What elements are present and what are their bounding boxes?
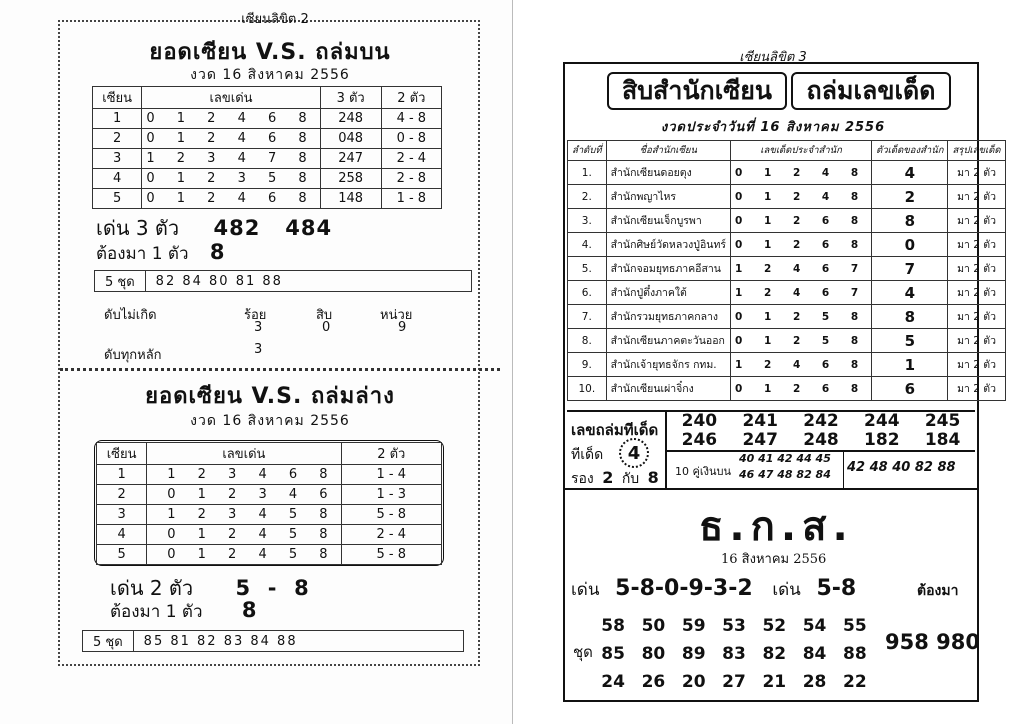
row-name: สำนักเซียนดอยตุง: [606, 161, 730, 185]
table-row: [568, 329, 1006, 353]
right-section-label: เซียนลิขิต 3: [739, 50, 807, 65]
kap-value: 8: [647, 468, 659, 487]
row-digits: 0 1 2 3 4 6: [147, 485, 341, 505]
table-row: [97, 525, 442, 545]
col-nuai: หน่วย: [380, 308, 413, 323]
rks-den-label: เด่น: [571, 580, 600, 600]
row-digits: 0 1 2 4 8: [731, 161, 872, 185]
chud-number: 27: [722, 672, 746, 692]
row-two: 2 - 4: [381, 149, 441, 169]
row-digits: 0 1 2 4 6 8: [142, 129, 320, 149]
col-sip: สิบ: [316, 308, 333, 323]
table-row: [93, 189, 442, 209]
chud-number: 28: [802, 672, 827, 692]
upper-set-values: 82 84 80 81 88: [155, 273, 283, 289]
hot-number: 184: [924, 430, 961, 450]
row-key: 1: [872, 353, 948, 377]
row-no: 5: [97, 545, 147, 565]
rks-tong-label: ต้องมา: [917, 583, 959, 599]
row-key: 5: [872, 329, 948, 353]
row-three: 048: [320, 129, 381, 149]
lower-den-value: 5 - 8: [235, 576, 310, 600]
row-no: 2: [97, 485, 147, 505]
row-sum: มา 2 ตัว: [948, 305, 1005, 329]
rong-line: [571, 468, 659, 490]
table-row: [568, 305, 1006, 329]
rks-den2-label: เด่น: [772, 580, 801, 600]
chud-number: 84: [802, 644, 827, 664]
row-no: 5.: [568, 257, 607, 281]
val-nuai: 9: [398, 320, 407, 335]
row-key: 2: [872, 185, 948, 209]
chud-number: 88: [843, 644, 867, 664]
upper-title: ยอดเซียน V.S. ถล่มบน: [149, 40, 391, 65]
chud-number: 22: [843, 672, 867, 692]
lower-th-digits: เลขเด่น: [147, 443, 341, 465]
row-name: สำนักรวมยุทธภาคกลาง: [606, 305, 730, 329]
dab-all-value: 3: [254, 342, 263, 357]
hot-number: 244: [864, 411, 900, 431]
rong-value: 2: [602, 468, 614, 487]
hot-divider-v: [665, 410, 667, 488]
chud-number: 59: [681, 616, 706, 636]
row-key: 7: [872, 257, 948, 281]
lower-th-two: 2 ตัว: [341, 443, 441, 465]
table-row: [97, 545, 442, 565]
th-digits: เลขเด็ดประจำสำนัก: [731, 141, 872, 161]
row-sum: มา 2 ตัว: [948, 329, 1005, 353]
row-name: สำนักพญาไหร: [606, 185, 730, 209]
row-two: 1 - 3: [341, 485, 441, 505]
chud-number: 53: [722, 616, 746, 636]
upper-th-digits: เลขเด่น: [142, 87, 320, 109]
row-two: 1 - 4: [341, 465, 441, 485]
row-two: 4 - 8: [381, 109, 441, 129]
th-key: ตัวเด็ดของสำนัก: [872, 141, 948, 161]
upper-th-two: 2 ตัว: [381, 87, 441, 109]
val-roi: 3: [254, 320, 263, 335]
pair-divider: [843, 450, 844, 488]
hot-number: 182: [864, 430, 900, 450]
upper-den-values: 482 484: [213, 216, 333, 240]
row-no: 2.: [568, 185, 607, 209]
row-no: 9.: [568, 353, 607, 377]
hot-numbers-grid: [669, 412, 973, 450]
upper-date: งวด 16 สิงหาคม 2556: [190, 67, 350, 83]
upper-th-sian: เซียน: [93, 87, 142, 109]
row-digits: 0 1 2 4 5 8: [147, 545, 341, 565]
row-three: 247: [320, 149, 381, 169]
row-no: 7.: [568, 305, 607, 329]
lower-set-label: 5 ชุด: [83, 631, 134, 651]
upper-tong-line: [96, 240, 226, 267]
upper-table: [92, 86, 442, 209]
row-sum: มา 2 ตัว: [948, 185, 1005, 209]
th-no: ลำดับที่: [568, 141, 607, 161]
rong-label: รอง: [571, 471, 594, 487]
val-sip: 0: [322, 320, 331, 335]
row-no: 4: [97, 525, 147, 545]
row-sum: มา 2 ตัว: [948, 377, 1005, 401]
row-digits: 0 1 2 5 8: [731, 305, 872, 329]
upper-set-label: 5 ชุด: [95, 271, 146, 291]
row-key: 6: [872, 377, 948, 401]
row-digits: 0 1 2 4 6 8: [142, 109, 320, 129]
chud-number: 52: [762, 616, 787, 636]
row-no: 8.: [568, 329, 607, 353]
row-name: สำนักเจ้ายุทธจักร กทม.: [606, 353, 730, 377]
row-no: 1.: [568, 161, 607, 185]
lower-set-values: 85 81 82 83 84 88: [143, 633, 298, 649]
table-row: [568, 161, 1006, 185]
table-row: [97, 465, 442, 485]
title-box-a: สิบสำนักเซียน: [607, 72, 787, 110]
upper-th-three: 3 ตัว: [320, 87, 381, 109]
chud-number: 55: [843, 616, 867, 636]
row-two: 5 - 8: [341, 505, 441, 525]
section-divider: [60, 368, 500, 371]
rks-den-line: [571, 576, 856, 603]
row-three: 258: [320, 169, 381, 189]
row-three: 248: [320, 109, 381, 129]
row-no: 6.: [568, 281, 607, 305]
table-row: [93, 129, 442, 149]
pair-label: 10 คู่เงินบน: [675, 465, 732, 478]
row-digits: 0 1 2 5 8: [731, 329, 872, 353]
lower-set-box: [82, 630, 464, 652]
row-no: 10.: [568, 377, 607, 401]
chud-number: 54: [802, 616, 827, 636]
lower-den-label: เด่น 2 ตัว: [110, 576, 194, 600]
chud-number: 24: [601, 672, 625, 692]
pair-row2: 46 47 48 82 84: [739, 468, 831, 481]
row-no: 2: [93, 129, 142, 149]
row-two: 2 - 8: [381, 169, 441, 189]
row-sum: มา 2 ตัว: [948, 281, 1005, 305]
chud-number: 83: [722, 644, 746, 664]
row-name: สำนักเซียนภาคตะวันออก: [606, 329, 730, 353]
chud-number: 50: [641, 616, 666, 636]
row-key: 0: [872, 233, 948, 257]
kap-label: กับ: [621, 471, 640, 487]
lower-tong-value: 8: [241, 598, 258, 622]
lower-title: ยอดเซียน V.S. ถล่มล่าง: [145, 384, 395, 409]
rks-date: 16 สิงหาคม 2556: [721, 552, 827, 567]
hot-number: 241: [742, 411, 778, 431]
tee-label: ทีเด็ด: [571, 447, 604, 463]
lower-th-sian: เซียน: [97, 443, 147, 465]
title-box-b: ถล่มเลขเด็ด: [791, 72, 951, 110]
row-digits: 1 2 4 6 7: [731, 281, 872, 305]
row-digits: 1 2 4 6 7: [731, 257, 872, 281]
row-digits: 1 2 3 4 5 8: [147, 505, 341, 525]
row-name: สำนักจอมยุทธภาคอีสาน: [606, 257, 730, 281]
row-digits: 1 2 3 4 6 8: [147, 465, 341, 485]
row-sum: มา 2 ตัว: [948, 353, 1005, 377]
hot-number: 248: [803, 430, 839, 450]
row-three: 148: [320, 189, 381, 209]
row-two: 0 - 8: [381, 129, 441, 149]
hot-number: 247: [742, 430, 778, 450]
chud-grid: [593, 612, 875, 696]
right-date: งวดประจำวันที่ 16 สิงหาคม 2556: [660, 120, 886, 135]
table-row: [568, 257, 1006, 281]
right-page: [512, 0, 1024, 724]
table-row: [93, 149, 442, 169]
hot-number: 246: [681, 430, 718, 450]
row-digits: 0 1 2 6 8: [731, 233, 872, 257]
table-row: [568, 233, 1006, 257]
row-sum: มา 2 ตัว: [948, 161, 1005, 185]
row-two: 5 - 8: [341, 545, 441, 565]
row-sum: มา 2 ตัว: [948, 257, 1005, 281]
row-digits: 0 1 2 3 5 8: [142, 169, 320, 189]
hot-number: 245: [924, 411, 961, 431]
row-sum: มา 2 ตัว: [948, 209, 1005, 233]
row-name: สำนักปู่ตึ๋งภาคใต้: [606, 281, 730, 305]
row-digits: 0 1 2 4 5 8: [147, 525, 341, 545]
hot-number: 240: [681, 411, 718, 431]
lower-table: [96, 442, 442, 565]
row-sum: มา 2 ตัว: [948, 233, 1005, 257]
row-no: 3: [93, 149, 142, 169]
chud-number: 21: [762, 672, 787, 692]
row-name: สำนักเซียนเจ็กบูรพา: [606, 209, 730, 233]
upper-table-header: [93, 87, 442, 109]
pair-extra: 42 48 40 82 88: [847, 460, 956, 475]
row-no: 3: [97, 505, 147, 525]
tee-value-badge: [619, 438, 649, 468]
upper-tong-label: ต้องมา 1 ตัว: [96, 244, 189, 264]
table-row: [97, 485, 442, 505]
table-row: [93, 109, 442, 129]
row-no: 3.: [568, 209, 607, 233]
school-table: [567, 140, 1006, 401]
lower-tong-line: [110, 598, 258, 625]
lower-tong-label: ต้องมา 1 ตัว: [110, 602, 203, 622]
pair-row1: 40 41 42 44 45: [739, 452, 831, 465]
lower-table-header: [97, 443, 442, 465]
chud-number: 80: [641, 644, 666, 664]
chud-number: 82: [762, 644, 787, 664]
rks-den-seq: 5-8-0-9-3-2: [615, 576, 753, 601]
row-digits: 0 1 2 6 8: [731, 377, 872, 401]
table-row: [93, 169, 442, 189]
row-name: สำนักเซียนเผ่าจิ๋กง: [606, 377, 730, 401]
th-name: ชื่อสำนักเซียน: [606, 141, 730, 161]
row-no: 4.: [568, 233, 607, 257]
table-row: [97, 505, 442, 525]
rks-den2-value: 5-8: [816, 576, 857, 601]
row-two: 2 - 4: [341, 525, 441, 545]
left-section-label: เซียนลิขิต 2: [241, 12, 309, 27]
chud-number: 20: [681, 672, 706, 692]
row-no: 5: [93, 189, 142, 209]
row-no: 1: [97, 465, 147, 485]
dab-all-label: ดับทุกหลัก: [104, 348, 162, 363]
table-row: [568, 185, 1006, 209]
table-row: [568, 353, 1006, 377]
upper-tong-value: 8: [209, 240, 226, 264]
table-row: [568, 377, 1006, 401]
row-digits: 0 1 2 4 6 8: [142, 189, 320, 209]
hot-label: เลขถล่มทีเด็ด: [571, 421, 659, 439]
row-key: 4: [872, 161, 948, 185]
rks-tong-values: 958 980: [885, 630, 980, 654]
dab-label: ดับไม่เกิด: [104, 308, 157, 323]
upper-den-label: เด่น 3 ตัว: [96, 216, 180, 240]
chud-label: ชุด: [573, 643, 593, 661]
table-row: [568, 281, 1006, 305]
rks-title: ธ.ก.ส.: [699, 504, 854, 550]
row-digits: 1 2 3 4 7 8: [142, 149, 320, 169]
col-roi: ร้อย: [244, 308, 267, 323]
row-name: สำนักศิษย์วัดหลวงปู่อินทร์: [606, 233, 730, 257]
upper-set-box: [94, 270, 472, 292]
row-no: 4: [93, 169, 142, 189]
row-digits: 0 1 2 4 8: [731, 185, 872, 209]
row-no: 1: [93, 109, 142, 129]
row-key: 8: [872, 305, 948, 329]
chud-number: 26: [641, 672, 666, 692]
school-table-header: [568, 141, 1006, 161]
row-digits: 1 2 4 6 8: [731, 353, 872, 377]
row-key: 8: [872, 209, 948, 233]
lower-date: งวด 16 สิงหาคม 2556: [190, 413, 350, 429]
chud-number: 85: [601, 644, 625, 664]
chud-number: 58: [601, 616, 625, 636]
table-row: [568, 209, 1006, 233]
tee-value: 4: [627, 442, 641, 464]
th-sum: สรุปเลขเด็ด: [948, 141, 1005, 161]
hot-number: 242: [803, 411, 839, 431]
row-digits: 0 1 2 6 8: [731, 209, 872, 233]
chud-number: 89: [681, 644, 706, 664]
row-key: 4: [872, 281, 948, 305]
row-two: 1 - 8: [381, 189, 441, 209]
rks-divider: [563, 488, 979, 490]
